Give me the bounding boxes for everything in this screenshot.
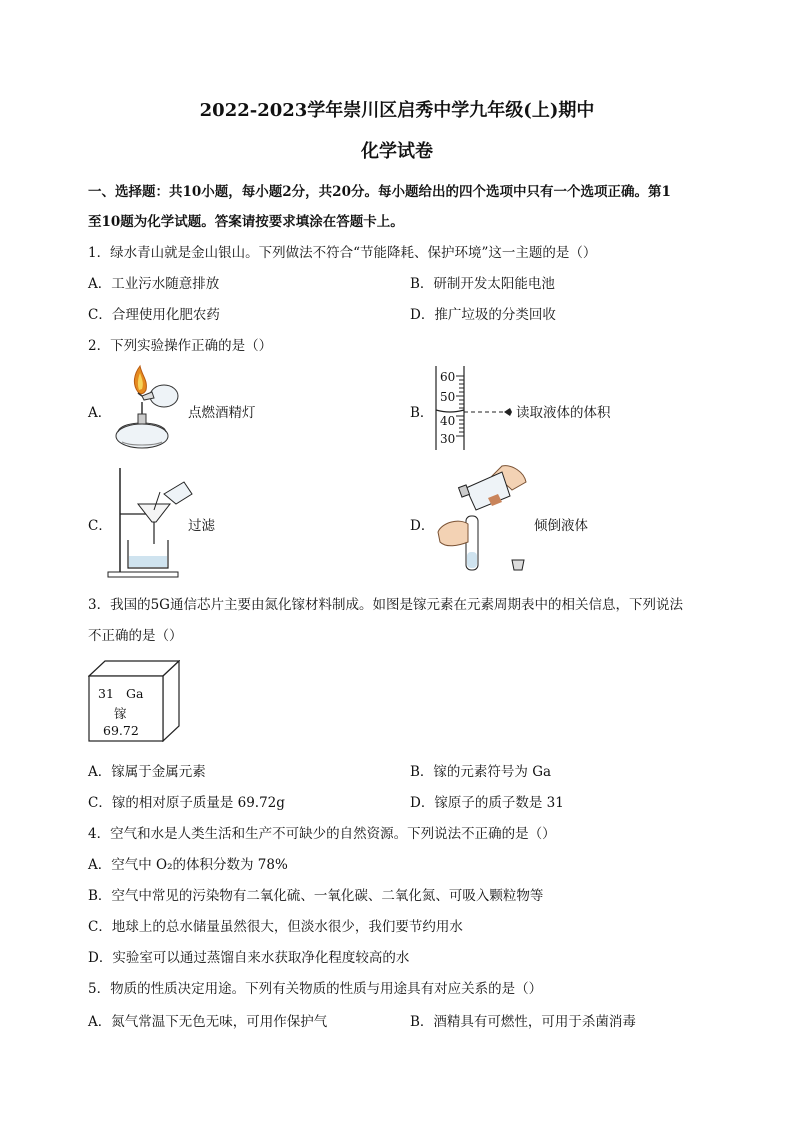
section-instructions-line2: 至10题为化学试题。答案请按要求填涂在答题卡上。 xyxy=(88,214,404,230)
section-instructions-line1: 一、选择题：共10小题，每小题2分，共20分。每小题给出的四个选项中只有一个选项正确。第1 xyxy=(88,184,671,200)
element-name: 镓 xyxy=(114,706,127,721)
question-5-option-b: B．酒精具有可燃性，可用于杀菌消毒 xyxy=(410,1014,636,1030)
question-2-option-b: B． xyxy=(410,405,434,421)
question-3-option-c: C．镓的相对原子质量是 69.72g xyxy=(88,795,285,811)
question-3-option-b: B．镓的元素符号为 Ga xyxy=(410,764,552,780)
question-3-option-d: D．镓原子的质子数是 31 xyxy=(410,795,564,811)
exam-title: 2022-2023学年崇川区启秀中学九年级(上)期中 xyxy=(199,100,595,121)
question-2-option-c: C． xyxy=(88,518,112,534)
question-3-stem-line2: 不正确的是（） xyxy=(88,628,183,644)
question-4-option-b: B．空气中常见的污染物有二氧化硫、一氧化碳、二氧化氮、可吸入颗粒物等 xyxy=(88,888,544,904)
cylinder-tick-60: 60 xyxy=(440,370,456,384)
question-4-option-a: A．空气中 O₂的体积分数为 78% xyxy=(88,857,288,873)
cylinder-tick-30: 30 xyxy=(440,432,456,446)
question-1-option-d: D．推广垃圾的分类回收 xyxy=(410,307,556,323)
filtration-figure xyxy=(106,464,196,580)
question-1-option-c: C．合理使用化肥农药 xyxy=(88,307,220,323)
question-1-option-b: B．研制开发太阳能电池 xyxy=(410,276,555,292)
question-2-option-a: A． xyxy=(88,405,112,421)
alcohol-lamp-figure xyxy=(108,362,190,454)
question-4-option-d: D．实验室可以通过蒸馏自来水获取净化程度较高的水 xyxy=(88,950,410,966)
pouring-liquid-figure xyxy=(432,462,532,574)
question-3-option-a: A．镓属于金属元素 xyxy=(88,764,206,780)
element-mass: 69.72 xyxy=(103,723,139,738)
question-1-option-a: A．工业污水随意排放 xyxy=(88,276,220,292)
question-3-stem-line1: 3．我国的5G通信芯片主要由氮化镓材料制成。如图是镓元素在元素周期表中的相关信息，下列说法 xyxy=(88,597,683,613)
caption-read-volume: 读取液体的体积 xyxy=(516,405,611,421)
caption-filtration: 过滤 xyxy=(188,518,215,534)
caption-pour-liquid: 倾倒液体 xyxy=(534,518,588,534)
question-4-stem: 4．空气和水是人类生活和生产不可缺少的自然资源。下列说法不正确的是（） xyxy=(88,826,556,842)
element-symbol: Ga xyxy=(126,686,144,701)
element-atomic-number: 31 xyxy=(98,686,114,701)
question-2-stem: 2．下列实验操作正确的是（） xyxy=(88,338,273,354)
question-5-option-a: A．氮气常温下无色无味，可用作保护气 xyxy=(88,1014,328,1030)
cylinder-tick-50: 50 xyxy=(440,390,456,404)
cylinder-tick-40: 40 xyxy=(440,414,456,428)
question-4-option-c: C．地球上的总水储量虽然很大，但淡水很少，我们要节约用水 xyxy=(88,919,463,935)
caption-light-lamp: 点燃酒精灯 xyxy=(188,405,256,421)
exam-subtitle: 化学试卷 xyxy=(361,141,433,162)
question-5-stem: 5．物质的性质决定用途。下列有关物质的性质与用途具有对应关系的是（） xyxy=(88,981,543,997)
question-2-option-d: D． xyxy=(410,518,435,534)
question-1-stem: 1．绿水青山就是金山银山。下列做法不符合“节能降耗、保护环境”这一主题的是（） xyxy=(88,245,597,261)
